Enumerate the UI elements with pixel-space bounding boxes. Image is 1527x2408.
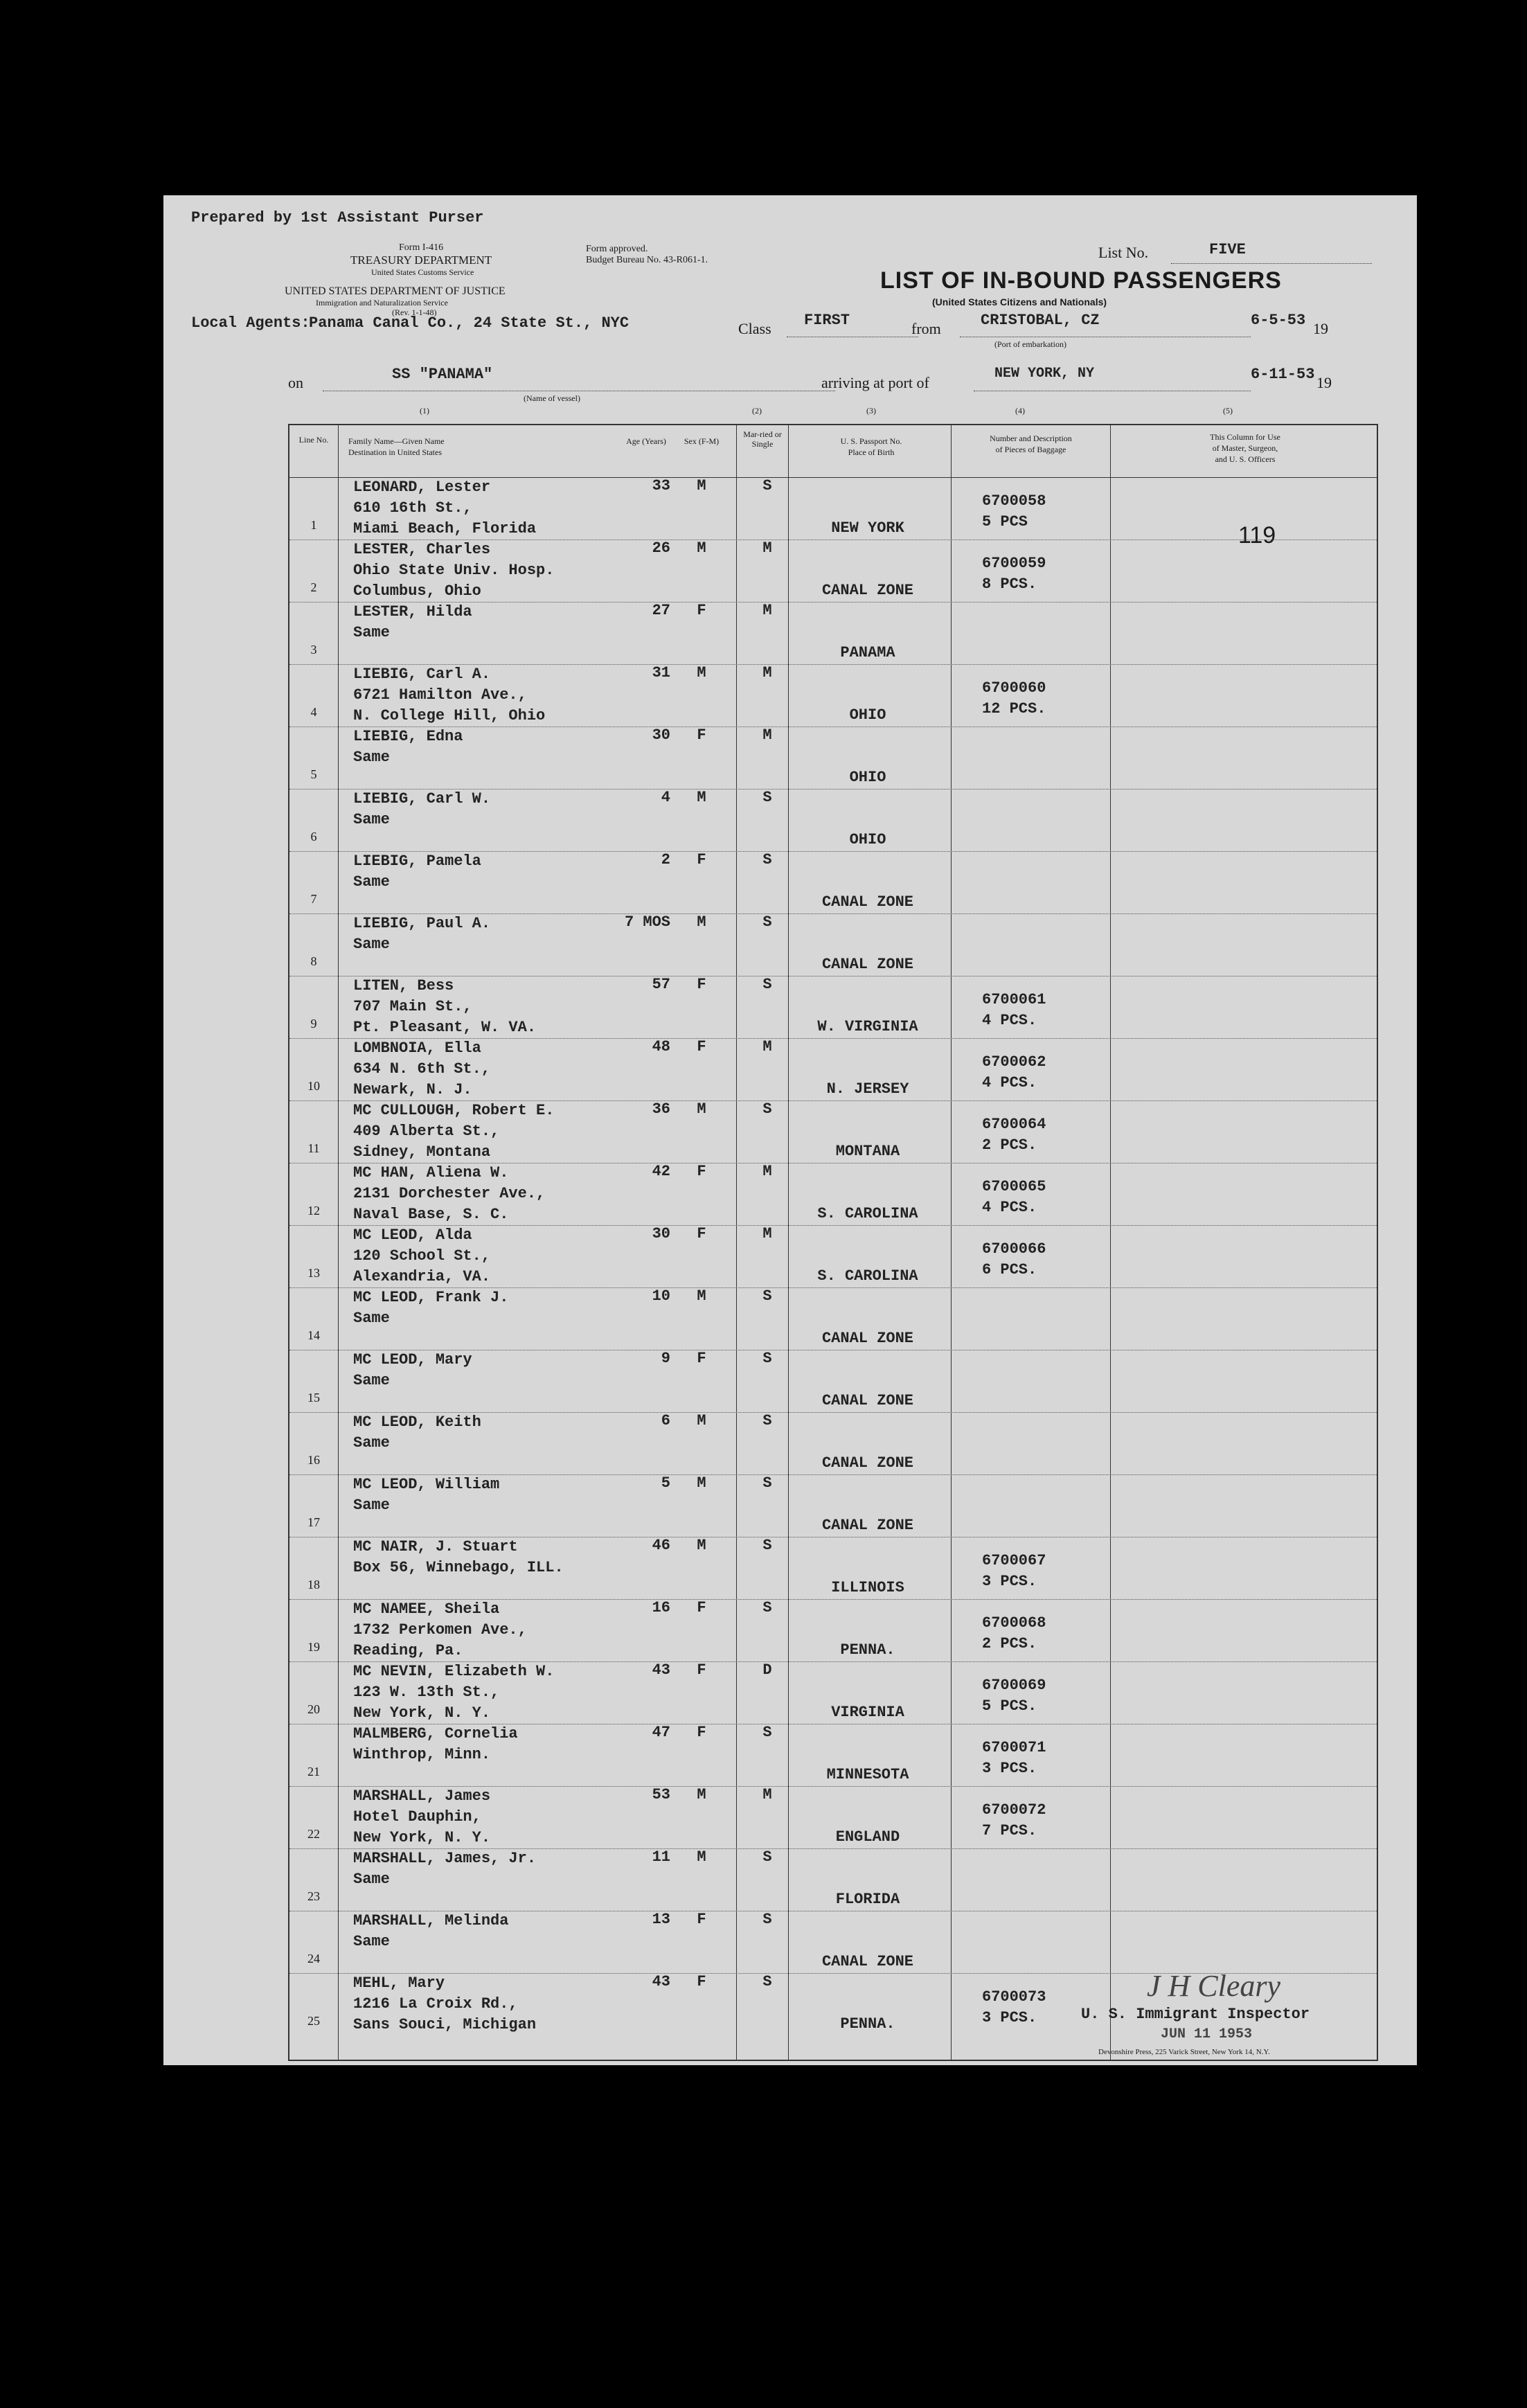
passenger-name: MC NAMEE, Sheila 1732 Perkomen Ave., Reading, Pa. [353, 1600, 527, 1659]
passenger-name: LEONARD, Lester 610 16th St., Miami Beach, Florida [353, 479, 537, 537]
passenger-name: MC NAIR, J. Stuart Box 56, Winnebago, ILL. [353, 1538, 564, 1576]
passenger-sex: F [697, 1599, 706, 1616]
passenger-sex: F [697, 851, 706, 868]
printer-credit: Devonshire Press, 225 Varick Street, New York 14, N.Y. [1098, 2048, 1270, 2056]
passenger-name: MC NEVIN, Elizabeth W. 123 W. 13th St., New York, N. Y. [353, 1663, 555, 1722]
place-of-birth: OHIO [849, 831, 886, 848]
place-of-birth: CANAL ZONE [821, 1454, 914, 1472]
passenger-sex: F [697, 1225, 706, 1242]
from-label: from [911, 320, 941, 337]
line-number: 10 [307, 1079, 320, 1093]
justice-dept: UNITED STATES DEPARTMENT OF JUSTICE [285, 285, 506, 297]
line-number: 16 [307, 1453, 320, 1467]
passenger-age: 42 [652, 1163, 670, 1180]
baggage-info: 6700069 5 PCS. [982, 1677, 1046, 1715]
place-of-birth: S. CAROLINA [817, 1205, 918, 1222]
marital-status: D [762, 1661, 772, 1679]
table-row [289, 1287, 1377, 1350]
passenger-age: 33 [652, 477, 670, 494]
marital-status: S [762, 1350, 772, 1367]
budget-bureau: Budget Bureau No. 43-R061-1. [586, 255, 708, 265]
marital-status: S [762, 1973, 772, 1990]
marital-status: M [762, 1786, 772, 1803]
marital-status: S [762, 1100, 772, 1118]
marital-status: M [762, 539, 772, 557]
place-of-birth: CANAL ZONE [821, 1392, 914, 1409]
marital-status: M [762, 602, 772, 619]
marital-status: M [762, 664, 772, 681]
passenger-age: 30 [652, 1225, 670, 1242]
marital-status: M [762, 1225, 772, 1242]
line-number: 11 [307, 1141, 320, 1155]
col-officers-c: and U. S. Officers [1215, 454, 1276, 464]
line-number: 22 [307, 1827, 320, 1841]
marital-status: S [762, 1848, 772, 1866]
passenger-sex: F [697, 1973, 706, 1990]
passenger-sex: M [697, 477, 706, 494]
inspector-text: U. S. Immigrant Inspector [1081, 2006, 1310, 2023]
vessel-caption: (Name of vessel) [524, 393, 580, 403]
passenger-name: MARSHALL, Melinda Same [353, 1912, 509, 1950]
form-revision: (Rev. 1-1-48) [392, 307, 437, 317]
baggage-info: 6700073 3 PCS. [982, 1988, 1046, 2026]
line-number: 24 [307, 1952, 320, 1965]
passenger-sex: F [697, 1350, 706, 1367]
place-of-birth: OHIO [849, 769, 886, 786]
passenger-name: LIEBIG, Pamela Same [353, 853, 481, 891]
class-label: Class [738, 320, 771, 337]
passenger-sex: F [697, 1724, 706, 1741]
line-number: 6 [310, 830, 317, 844]
table-row [289, 726, 1377, 789]
passenger-name: LESTER, Charles Ohio State Univ. Hosp. Columbus, Ohio [353, 541, 555, 600]
col-officers-a: This Column for Use [1210, 432, 1280, 442]
place-of-birth: S. CAROLINA [817, 1267, 918, 1285]
marital-status: M [762, 1038, 772, 1055]
line-number: 20 [307, 1702, 320, 1716]
prepared-by: Prepared by 1st Assistant Purser [191, 209, 484, 226]
place-of-birth: ILLINOIS [831, 1579, 904, 1596]
col-family-name: Family Name—Given Name [348, 436, 445, 446]
table-row [289, 539, 1377, 602]
passenger-age: 6 [661, 1412, 670, 1429]
marital-status: S [762, 477, 772, 494]
local-agents-value: Panama Canal Co., 24 State St., NYC [309, 314, 629, 332]
table-row [289, 789, 1377, 851]
line-number: 18 [307, 1578, 320, 1591]
place-of-birth: FLORIDA [835, 1891, 900, 1908]
passenger-age: 43 [652, 1973, 670, 1990]
passenger-age: 57 [652, 976, 670, 993]
form-subtitle: (United States Citizens and Nationals) [932, 296, 1107, 307]
passenger-sex: F [697, 602, 706, 619]
local-agents-label: Local Agents: [191, 314, 310, 332]
place-of-birth: CANAL ZONE [821, 1330, 914, 1347]
baggage-info: 6700072 7 PCS. [982, 1801, 1046, 1839]
from-value: CRISTOBAL, CZ [981, 312, 1100, 329]
marital-status: M [762, 1163, 772, 1180]
arrival-date: 6-11-53 [1251, 366, 1315, 383]
list-no-value: FIVE [1209, 241, 1246, 258]
line-number: 23 [307, 1889, 320, 1903]
col-baggage-b: of Pieces of Baggage [995, 445, 1066, 454]
marital-status: S [762, 1474, 772, 1492]
place-of-birth: ENGLAND [835, 1828, 900, 1846]
departure-date: 6-5-53 [1251, 312, 1306, 329]
line-number: 14 [307, 1328, 320, 1342]
baggage-info: 6700061 4 PCS. [982, 991, 1046, 1029]
passenger-name: LESTER, Hilda Same [353, 603, 472, 641]
passenger-age: 11 [652, 1848, 670, 1866]
place-of-birth: W. VIRGINIA [817, 1018, 918, 1035]
passenger-name: LIEBIG, Paul A. Same [353, 915, 491, 953]
baggage-info: 6700071 3 PCS. [982, 1739, 1046, 1777]
passenger-sex: M [697, 913, 706, 931]
baggage-info: 6700059 8 PCS. [982, 555, 1046, 593]
table-row [289, 976, 1377, 1038]
line-number: 19 [307, 1640, 320, 1654]
baggage-info: 6700064 2 PCS. [982, 1116, 1046, 1154]
table-row [289, 602, 1377, 664]
table-row [289, 1911, 1377, 1973]
passenger-name: MC LEOD, William Same [353, 1476, 500, 1514]
passenger-sex: M [697, 1412, 706, 1429]
baggage-info: 6700065 4 PCS. [982, 1178, 1046, 1216]
line-number: 25 [307, 2014, 320, 2028]
passenger-name: MC HAN, Aliena W. 2131 Dorchester Ave., Naval Base, S. C. [353, 1164, 546, 1223]
marital-status: S [762, 1724, 772, 1741]
passenger-age: 10 [652, 1287, 670, 1305]
line-number: 5 [310, 767, 317, 781]
passenger-sex: M [697, 539, 706, 557]
passenger-name: LIEBIG, Carl A. 6721 Hamilton Ave., N. College Hill, Ohio [353, 666, 546, 724]
baggage-info: 6700068 2 PCS. [982, 1614, 1046, 1652]
baggage-info: 6700067 3 PCS. [982, 1552, 1046, 1590]
line-number: 21 [307, 1765, 320, 1778]
passenger-age: 2 [661, 851, 670, 868]
marital-status: S [762, 1537, 772, 1554]
line-number: 7 [310, 892, 317, 906]
passenger-name: LIEBIG, Edna Same [353, 728, 463, 766]
line-number: 3 [310, 643, 317, 657]
passenger-sex: M [697, 1100, 706, 1118]
table-row [289, 1724, 1377, 1786]
passenger-age: 30 [652, 726, 670, 744]
inspection-stamp: JUN 11 1953 [1161, 2026, 1253, 2042]
passenger-name: MARSHALL, James Hotel Dauphin, New York, N. Y. [353, 1787, 491, 1846]
table-row [289, 851, 1377, 913]
table-row [289, 1786, 1377, 1848]
passenger-name: LITEN, Bess 707 Main St., Pt. Pleasant, W. VA. [353, 977, 537, 1036]
col-married: Mar-ried or Single [743, 429, 782, 449]
passenger-sex: M [697, 1786, 706, 1803]
passenger-name: MEHL, Mary 1216 La Croix Rd., Sans Souci, Michigan [353, 1974, 537, 2033]
vessel-name: SS "PANAMA" [392, 366, 493, 383]
table-row [289, 1038, 1377, 1100]
class-value: FIRST [804, 312, 850, 329]
col-officers-b: of Master, Surgeon, [1212, 443, 1278, 453]
table-row [289, 1412, 1377, 1474]
place-of-birth: CANAL ZONE [821, 956, 914, 973]
table-row [289, 1661, 1377, 1724]
passenger-sex: F [697, 1038, 706, 1055]
arriving-label: arriving at port of [821, 374, 929, 391]
form-approved: Form approved. [586, 244, 648, 254]
col-index-3: (3) [866, 406, 876, 416]
passenger-name: MALMBERG, Cornelia Winthrop, Minn. [353, 1725, 518, 1763]
place-of-birth: N. JERSEY [826, 1080, 909, 1098]
passenger-age: 9 [661, 1350, 670, 1367]
place-of-birth: MINNESOTA [826, 1766, 909, 1783]
passenger-sex: M [697, 1287, 706, 1305]
marital-status: S [762, 913, 772, 931]
passenger-sex: M [697, 1848, 706, 1866]
table-row [289, 1599, 1377, 1661]
marital-status: S [762, 976, 772, 993]
baggage-info: 6700062 4 PCS. [982, 1053, 1046, 1091]
place-of-birth: VIRGINIA [831, 1704, 904, 1721]
marital-status: S [762, 789, 772, 806]
line-number: 4 [310, 705, 317, 719]
baggage-info: 6700060 12 PCS. [982, 679, 1046, 717]
passenger-sex: F [697, 976, 706, 993]
passenger-sex: F [697, 1911, 706, 1928]
passenger-age: 7 MOS [624, 913, 670, 931]
place-of-birth: CANAL ZONE [821, 1953, 914, 1970]
passenger-table [288, 424, 1378, 2061]
line-number: 9 [310, 1017, 317, 1031]
marital-status: S [762, 1599, 772, 1616]
passenger-name: MARSHALL, James, Jr. Same [353, 1850, 537, 1888]
arriving-port: NEW YORK, NY [994, 366, 1095, 382]
table-row [289, 1350, 1377, 1412]
col-index-1: (1) [420, 406, 429, 416]
passenger-age: 31 [652, 664, 670, 681]
marital-status: S [762, 1911, 772, 1928]
col-birth: Place of Birth [848, 447, 895, 457]
marital-status: M [762, 726, 772, 744]
place-of-birth: PANAMA [840, 644, 895, 661]
table-row [289, 1474, 1377, 1537]
year-prefix-1: 19 [1313, 320, 1328, 337]
passenger-age: 47 [652, 1724, 670, 1741]
table-row [289, 1848, 1377, 1911]
passenger-name: MC LEOD, Mary Same [353, 1351, 472, 1389]
marital-status: S [762, 851, 772, 868]
year-prefix-2: 19 [1316, 374, 1332, 391]
passenger-name: LOMBNOIA, Ella 634 N. 6th St., Newark, N. J. [353, 1040, 491, 1098]
col-line-no: Line No. [298, 435, 329, 445]
passenger-age: 46 [652, 1537, 670, 1554]
passenger-age: 43 [652, 1661, 670, 1679]
list-no-label: List No. [1098, 244, 1149, 261]
line-number: 8 [310, 954, 317, 968]
passenger-name: MC LEOD, Keith Same [353, 1413, 481, 1452]
col-destination: Destination in United States [348, 447, 442, 457]
place-of-birth: MONTANA [835, 1143, 900, 1160]
manifest-page [163, 195, 1417, 2065]
form-title: LIST OF IN-BOUND PASSENGERS [880, 267, 1282, 294]
line-number: 15 [307, 1391, 320, 1404]
place-of-birth: NEW YORK [831, 519, 904, 537]
passenger-name: MC LEOD, Frank J. Same [353, 1289, 509, 1327]
place-of-birth: CANAL ZONE [821, 1517, 914, 1534]
table-row [289, 1100, 1377, 1163]
col-sex: Sex (F-M) [684, 436, 720, 446]
customs-service: United States Customs Service [371, 267, 474, 277]
place-of-birth: OHIO [849, 706, 886, 724]
place-of-birth: CANAL ZONE [821, 582, 914, 599]
table-row [289, 1163, 1377, 1225]
on-label: on [288, 374, 303, 391]
passenger-name: MC CULLOUGH, Robert E. 409 Alberta St., Sidney, Montana [353, 1102, 555, 1161]
treasury-dept: TREASURY DEPARTMENT [350, 253, 492, 267]
passenger-age: 5 [661, 1474, 670, 1492]
passenger-sex: F [697, 1661, 706, 1679]
passenger-sex: M [697, 664, 706, 681]
marital-status: S [762, 1412, 772, 1429]
line-number: 2 [310, 580, 317, 594]
col-baggage-a: Number and Description [990, 434, 1072, 443]
place-of-birth: PENNA. [840, 1641, 895, 1659]
ins-service: Immigration and Naturalization Service [316, 298, 448, 307]
col-index-2: (2) [752, 406, 762, 416]
baggage-info: 6700058 5 PCS [982, 492, 1046, 530]
officer-note: 119 [1238, 522, 1276, 549]
passenger-name: MC LEOD, Alda 120 School St., Alexandria, VA. [353, 1227, 491, 1285]
port-embarkation-caption: (Port of embarkation) [994, 339, 1066, 349]
table-row [289, 477, 1377, 539]
baggage-info: 6700066 6 PCS. [982, 1240, 1046, 1278]
passenger-sex: M [697, 789, 706, 806]
inspector-signature: J H Cleary [1147, 1969, 1281, 2003]
line-number: 13 [307, 1266, 320, 1280]
place-of-birth: PENNA. [840, 2015, 895, 2033]
passenger-age: 48 [652, 1038, 670, 1055]
passenger-age: 16 [652, 1599, 670, 1616]
passenger-sex: M [697, 1537, 706, 1554]
passenger-age: 26 [652, 539, 670, 557]
passenger-age: 13 [652, 1911, 670, 1928]
col-passport: U. S. Passport No. [840, 436, 902, 446]
col-index-4: (4) [1015, 406, 1025, 416]
passenger-age: 4 [661, 789, 670, 806]
table-row [289, 913, 1377, 976]
passenger-sex: F [697, 1163, 706, 1180]
line-number: 1 [310, 518, 317, 532]
line-number: 17 [307, 1515, 320, 1529]
form-number: Form I-416 [399, 242, 444, 253]
col-index-5: (5) [1223, 406, 1233, 416]
passenger-age: 27 [652, 602, 670, 619]
passenger-age: 36 [652, 1100, 670, 1118]
passenger-sex: M [697, 1474, 706, 1492]
table-row [289, 664, 1377, 726]
passenger-name: LIEBIG, Carl W. Same [353, 790, 491, 828]
col-age: Age (Years) [626, 436, 666, 446]
marital-status: S [762, 1287, 772, 1305]
passenger-age: 53 [652, 1786, 670, 1803]
table-row [289, 1225, 1377, 1287]
table-row [289, 1537, 1377, 1599]
passenger-sex: F [697, 726, 706, 744]
line-number: 12 [307, 1204, 320, 1218]
place-of-birth: CANAL ZONE [821, 893, 914, 911]
